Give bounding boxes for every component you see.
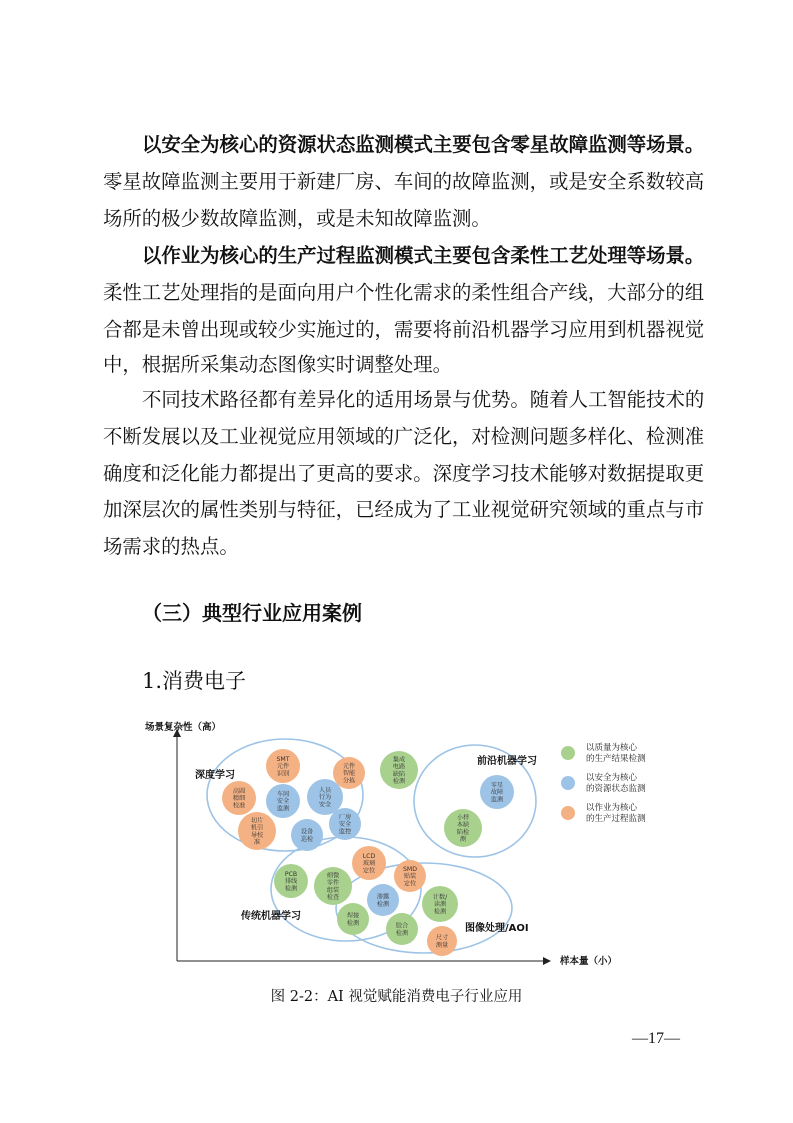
bubble-zero-fault [480,775,514,809]
paragraph-line: 加深层次的属性类别与特征，已经成为了工业视觉研究领域的重点与市 [103,498,705,521]
bubble-small-sample [444,809,482,847]
bubble-label: 安全 [338,821,352,829]
bubble-label: 检测 [392,777,406,785]
bubble-label: 元件 [276,763,290,771]
figure-caption: 图 2-2：AI 视觉赋能消费电子行业应用 [270,989,523,1005]
bubble-label: 电路 [392,763,406,771]
bubble-label: 检查 [326,893,340,901]
bubble-label: 元件 [342,762,356,770]
bubble-label: 巡检 [300,835,314,843]
paragraph-line: 不断发展以及工业视觉应用领域的广泛化，对检测问题多样化、检测准 [103,425,705,448]
bubble-label: 胶合 [395,922,409,930]
legend-label-orange: 的生产过程监测 [586,814,646,824]
bubble-label: 细微 [326,872,340,880]
bubble-label: 分拣 [342,777,356,785]
bubble-label: 测量 [435,941,449,949]
bubble-label: 检测 [376,900,390,908]
bubble-label: 检测 [433,908,447,916]
bubble-label: 读测 [433,901,447,909]
bubble-label: 本缺 [456,821,470,829]
group-label-deep: 深度学习 [195,770,235,781]
paragraph-line: 中，根据所采集动态图像实时调整处理。 [103,353,453,376]
bubble-label: 切片 [250,817,264,825]
bubble-label: 缺陷 [392,770,406,778]
bubble-label: 陷检 [456,828,470,836]
bubble-smd [394,860,426,892]
bubble-label: 设备 [300,828,314,836]
section-heading: （三）典型行业应用案例 [142,601,362,625]
bubble-size [427,926,457,956]
bubble-label: 测 [459,835,467,843]
bubble-label: 集成 [392,756,406,764]
bubble-lcd [352,846,386,880]
bubble-label: 校准 [232,802,246,810]
bubble-personnel [307,779,343,815]
bubble-label: 准 [253,838,261,846]
figure-diagram [140,715,680,970]
legend-label-orange: 以作业为核心 [586,803,638,813]
bubble-component-pick [333,757,365,789]
bubble-label: 小样 [456,814,470,822]
bubble-label: 监控 [338,828,352,836]
bubble-label: 行为 [318,794,332,802]
legend-label-green: 以质量为核心 [586,743,638,753]
x-axis-arrow [543,957,551,965]
bubble-label: 排线 [284,878,298,886]
paragraph-line: 合都是未曾出现或较少实施过的，需要将前沿机器学习应用到机器视觉 [103,318,705,341]
bubble-label: 检测 [346,919,360,927]
bubble-label: 定位 [362,867,376,875]
bubble-label: 检测 [284,885,298,893]
subsection-heading: 1.消费电子 [142,669,247,693]
paragraph-line: 不同技术路径都有差异化的适用场景与优势。随着人工智能技术的 [142,388,705,411]
bubble-label: LCD [362,852,376,860]
bubble-label: PCB [284,870,298,878]
bubble-label: 机引 [250,824,264,832]
y-axis-label: 场景复杂性（高） [145,722,222,733]
group-label-frontier: 前沿机器学习 [477,756,537,767]
bubble-pin-guide [238,812,276,850]
bubble-label: 定位 [403,880,417,888]
paragraph-line: 零星故障监测主要用于新建厂房、车间的故障监测，或是安全系数较高 [103,170,705,193]
bubble-label: SMD [402,865,418,873]
bubble-equipment [291,819,323,851]
bubble-label: 零星 [490,781,504,789]
bubble-label: 零件 [326,879,340,887]
legend-swatch-blue [561,776,575,790]
paragraph-line: 柔性工艺处理指的是面向用户个性化需求的柔性组合产线，大部分的组 [103,281,705,304]
bubble-label: 组装 [326,886,340,894]
bubble-label: 安全 [276,798,290,806]
bubble-fine-parts [314,867,352,905]
group-label-image: 图像处理/AOI [465,923,529,934]
bubble-label: 导校 [250,831,264,839]
bubble-label: 厂房 [338,813,352,821]
bubble-ic-defect [380,751,418,789]
bubble-label: 智能 [342,770,356,778]
paragraph-line: 以安全为核心的资源状态监测模式主要包含零星故障监测等场景。 [142,133,705,156]
bubble-label: 玻璃 [362,860,376,868]
legend-swatch-orange [561,806,575,820]
bubble-label: 监测 [490,796,504,804]
bubble-workshop [266,784,300,818]
paragraph-line: 确度和泛化能力都提出了更高的要求。深度学习技术能够对数据提取更 [103,462,705,485]
bubble-leak [367,884,399,916]
bubble-smt [266,749,300,783]
paragraph-line: 场所的极少数故障监测，或是未知故障监测。 [103,207,491,230]
bubble-label: 故障 [490,789,504,797]
bubble-label: 监测 [276,805,290,813]
bubble-label: 贴装 [403,873,417,881]
bubble-factory [329,808,361,840]
bubble-label: 人员 [318,786,332,794]
bubble-label: 检测 [395,929,409,937]
bubble-label: 焊接 [346,912,360,920]
bubble-label: 高圆 [232,787,246,795]
paragraph-line: 以作业为核心的生产过程监测模式主要包含柔性工艺处理等场景。 [142,244,705,267]
legend-label-blue: 的资源状态监测 [586,784,646,794]
bubble-count [422,886,458,922]
legend-swatch-green [561,746,575,760]
bubble-label: SMT [276,755,290,763]
bubble-label: 渗露 [376,893,390,901]
bubble-label: 安全 [318,801,332,809]
paragraph-line: 场需求的热点。 [103,535,239,558]
bubble-glue [386,913,418,945]
bubble-hd-calib [222,781,256,815]
page-number: —17— [632,1030,680,1047]
bubble-label: 尺寸 [435,934,449,942]
legend-label-green: 的生产结果检测 [586,754,646,764]
bubble-solder [337,903,369,935]
legend-label-blue: 以安全为核心 [586,773,638,783]
group-label-traditional: 传统机器学习 [241,911,301,922]
legend-text [586,742,646,824]
x-axis-label: 样本量（小） [560,956,618,967]
bubble-label: 识别 [276,770,290,778]
bubble-label: 车间 [276,790,290,798]
bubble-label: 精细 [232,795,246,803]
bubble-pcb [274,864,308,898]
bubble-label: 计数/ [432,893,448,901]
